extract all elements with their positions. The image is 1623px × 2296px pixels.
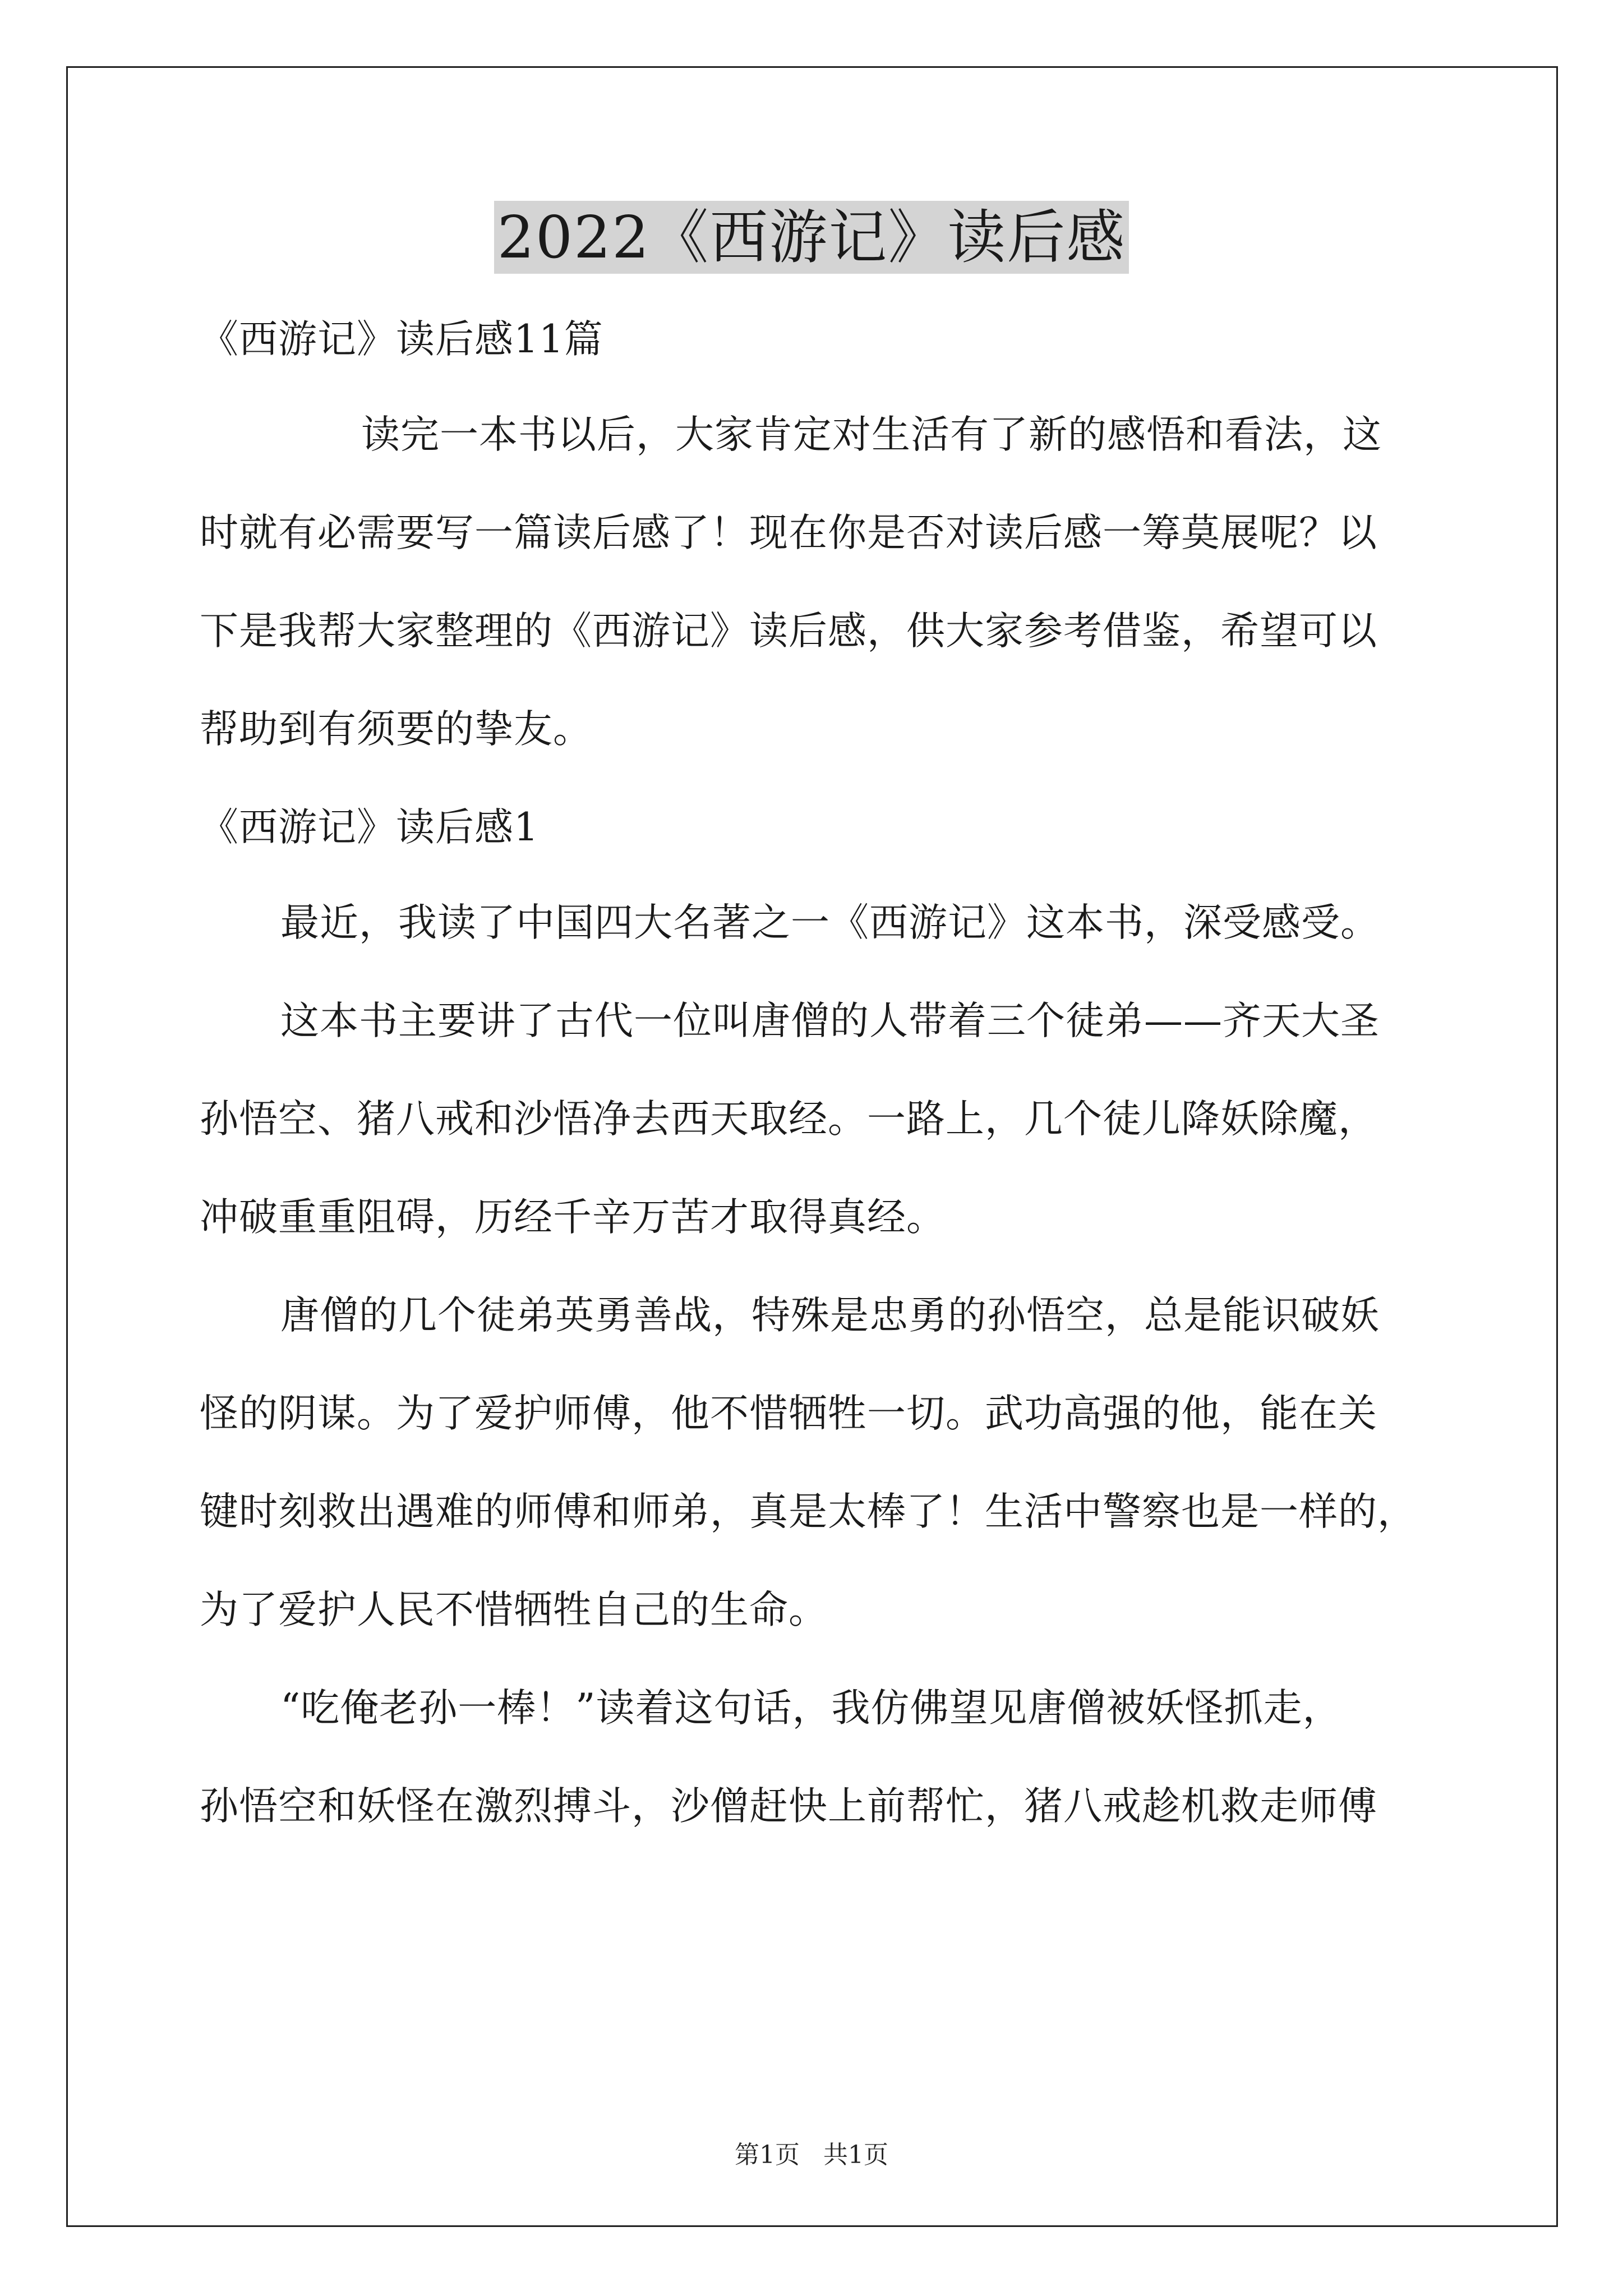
paragraph-2-line-2: 孙悟空、猪八戒和沙悟净去西天取经。一路上，几个徒儿降妖除魔， <box>200 1097 1377 1142</box>
page-footer <box>0 2138 1623 2172</box>
paragraph-3-line-4: 为了爱护人民不惜牺牲自己的生命。 <box>200 1588 828 1632</box>
paragraph-3-line-1: 唐僧的几个徒弟英勇善战，特殊是忠勇的孙悟空，总是能识破妖 <box>280 1293 1380 1338</box>
paragraph-4-line-2: 孙悟空和妖怪在激烈搏斗，沙僧赶快上前帮忙，猪八戒趁机救走师傅 <box>200 1784 1377 1829</box>
page-border <box>66 66 1558 2227</box>
section-heading: 《西游记》读后感1 <box>200 805 539 850</box>
subtitle-line: 《西游记》读后感11篇 <box>200 317 603 362</box>
intro-line-3: 下是我帮大家整理的《西游记》读后感，供大家参考借鉴，希望可以 <box>200 609 1377 654</box>
paragraph-3-line-2: 怪的阴谋。为了爱护师傅，他不惜牺牲一切。武功高强的他，能在关 <box>200 1391 1377 1436</box>
intro-line-4: 帮助到有须要的挚友。 <box>200 707 592 752</box>
paragraph-2-line-1: 这本书主要讲了古代一位叫唐僧的人带着三个徒弟——齐天大圣 <box>280 999 1380 1043</box>
document-title: 2022《西游记》读后感 <box>494 201 1129 274</box>
page-number: 第1页 <box>735 2141 800 2169</box>
intro-line-2: 时就有必需要写一篇读后感了！现在你是否对读后感一筹莫展呢？以 <box>200 510 1377 555</box>
paragraph-4-line-1: “吃俺老孙一棒！”读着这句话，我仿佛望见唐僧被妖怪抓走， <box>280 1686 1342 1731</box>
intro-line-1: 读完一本书以后，大家肯定对生活有了新的感悟和看法，这 <box>361 412 1382 457</box>
paragraph-1-line-1: 最近，我读了中国四大名著之一《西游记》这本书，深受感受。 <box>280 900 1380 945</box>
page-total: 共1页 <box>823 2141 888 2169</box>
paragraph-3-line-3: 键时刻救出遇难的师傅和师弟，真是太棒了！生活中警察也是一样的， <box>200 1489 1417 1534</box>
paragraph-2-line-3: 冲破重重阻碍，历经千辛万苦才取得真经。 <box>200 1195 946 1240</box>
title-container <box>0 201 1623 274</box>
